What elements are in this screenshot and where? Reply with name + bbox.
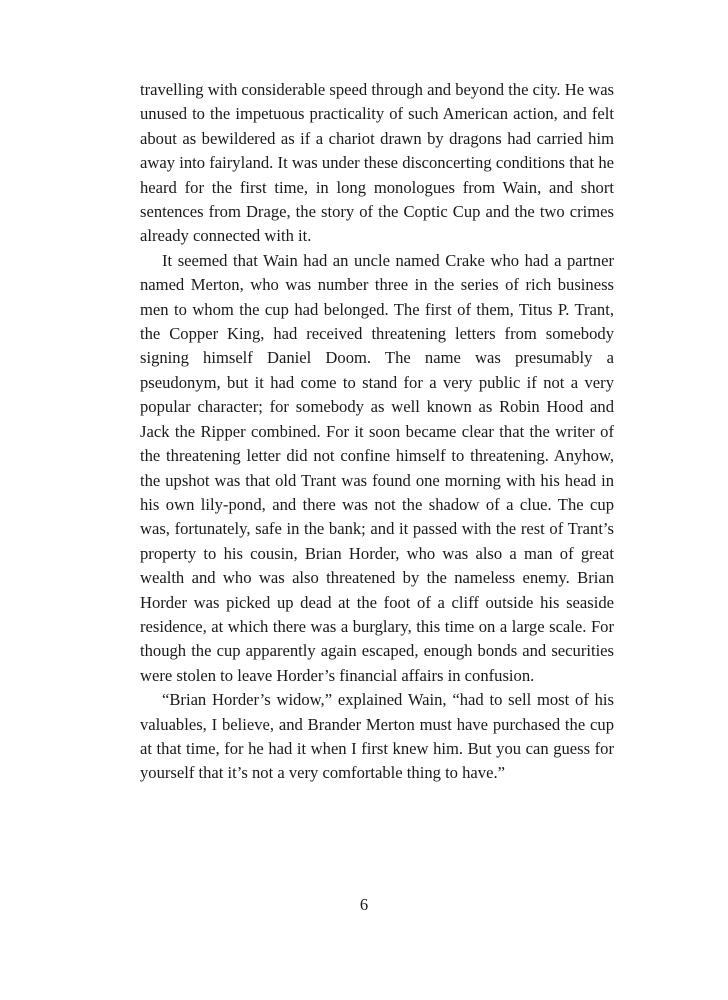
page-number: 6	[359, 895, 369, 914]
paragraph-3: “Brian Horder’s widow,” explained Wain, “had to sell most of his valuables, I believe, and Brander Merton must have purchased the cup at that time, for he had it when I first knew him. But you can guess for yourself that it’s not a very comfortable thing to have.”	[140, 690, 614, 783]
paragraph-2: It seemed that Wain had an uncle named Crake who had a partner named Merton, who was number three in the series of rich business men to whom the cup had belonged. The first of them, Titus P. Trant, the Copper King, had received threatening letters from somebody signing himself Daniel Doom. The name was presumably a pseudonym, but it had come to stand for a very public if not a very popular character; for somebody as well known as Robin Hood and Jack the Ripper combined. For it soon became clear that the writer of the threatening letter did not confine himself to threatening. Anyhow, the upshot was that old Trant was found one morning with his head in his own lily-pond, and there was not the shadow of a clue. The cup was, fortunately, safe in the bank; and it passed with the rest of Trant’s property to his cousin, Brian Horder, who was also a man of great wealth and who was also threatened by the nameless enemy. Brian Horder was picked up dead at the foot of a cliff outside his seaside residence, at which there was a burglary, this time on a large scale. For though the cup apparently again escaped, enough bonds and securities were stolen to leave Horder’s financial affairs in confusion.	[140, 250, 614, 685]
paragraph-1: travelling with considerable speed through and beyond the city. He was unused to the impetuous practicality of such American action, and felt about as bewildered as if a chariot drawn by dragons had carried him away into fairyland. It was under these disconcerting conditions that he heard for the first time, in long monologues from Wain, and short sentences from Drage, the story of the Coptic Cup and the two crimes already connected with it.	[140, 80, 615, 246]
page-body	[140, 78, 614, 786]
